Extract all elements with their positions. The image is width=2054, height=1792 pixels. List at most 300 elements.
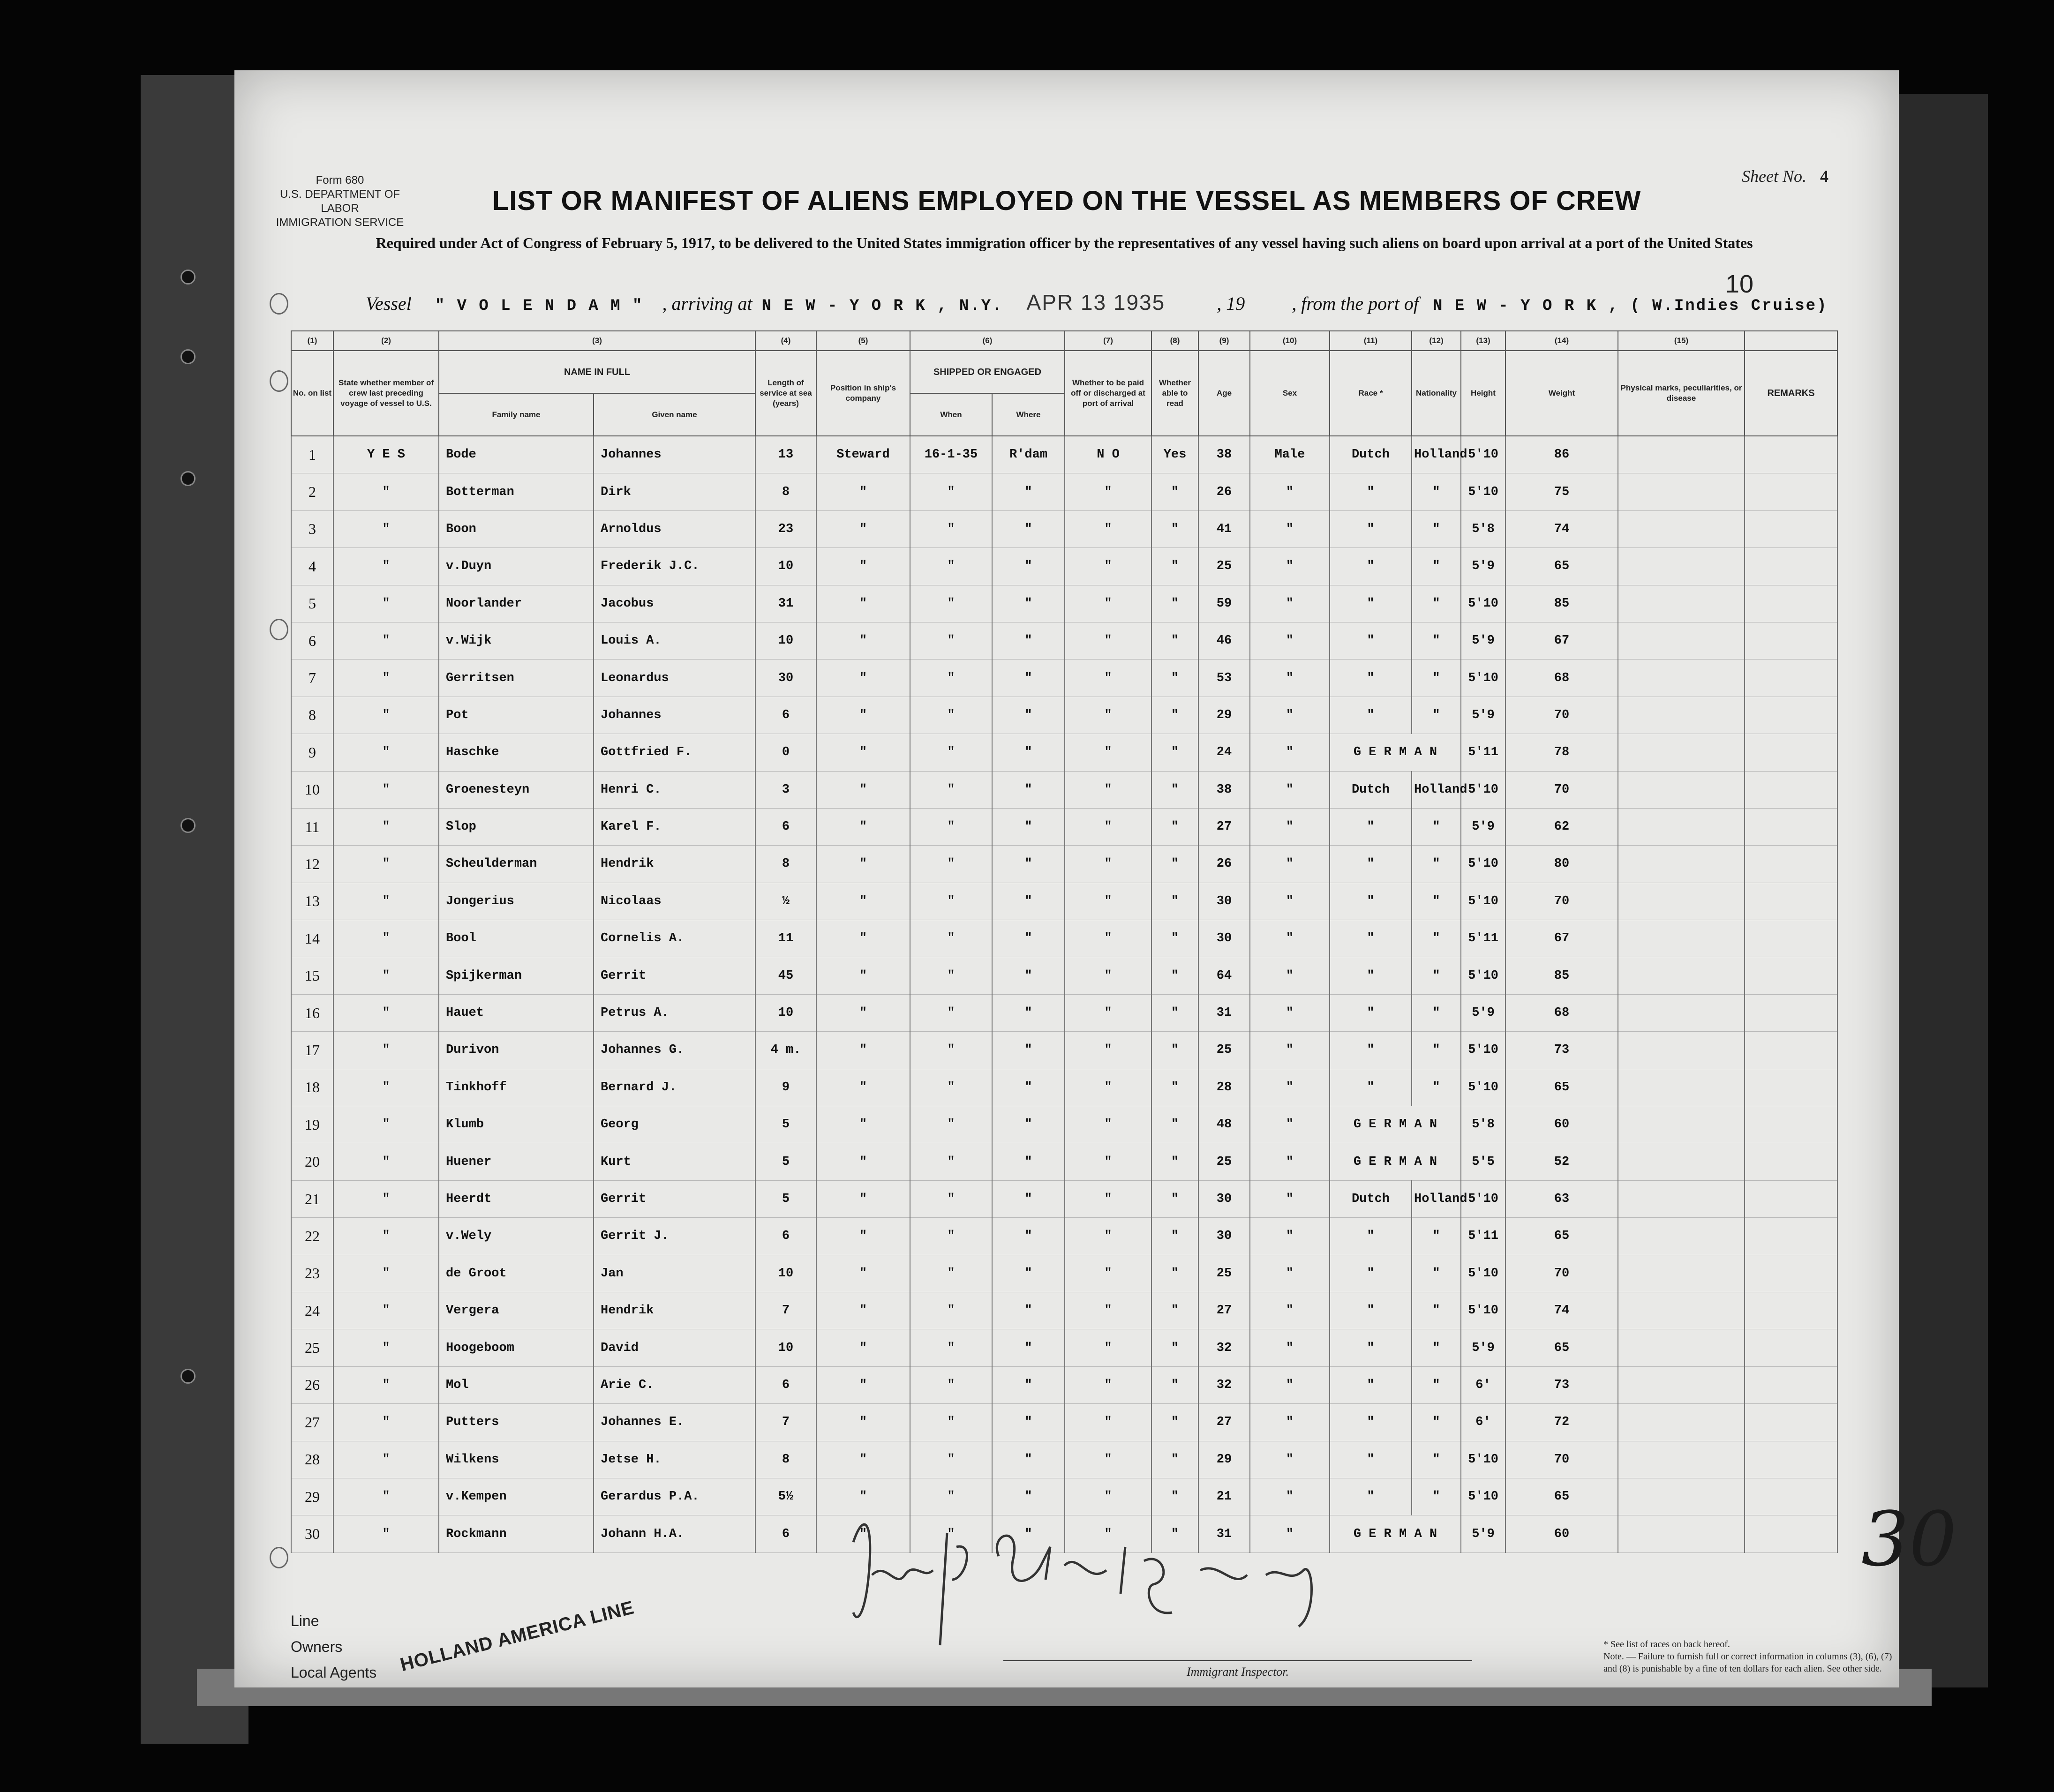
cell-given: Hendrik [594,846,755,883]
cell-weight: 70 [1505,883,1618,920]
cell-family: v.Kempen [439,1478,594,1515]
cell-height: 5'10 [1461,1180,1505,1217]
cell-service: 6 [755,697,816,734]
header-sex: Sex [1250,351,1330,436]
cell-marks [1618,920,1745,957]
cell-where: " [992,660,1065,697]
cell-marks [1618,1106,1745,1143]
cell-read: " [1151,622,1198,659]
cell-marks [1618,660,1745,697]
cell-given: Dirk [594,473,755,510]
cell-weight: 62 [1505,808,1618,845]
cell-when: " [910,1218,992,1255]
cell-age: 25 [1198,548,1250,585]
cell-paid: " [1065,883,1151,920]
header-marks: Physical marks, peculiarities, or disease [1618,351,1745,436]
cell-remarks [1745,846,1837,883]
cell-paid: " [1065,1032,1151,1069]
cell-family: Jongerius [439,883,594,920]
cell-service: 10 [755,994,816,1031]
cell-height: 5'10 [1461,1292,1505,1329]
cell-nationality: " [1412,846,1461,883]
cell-age: 27 [1198,1292,1250,1329]
table-row [291,771,1837,808]
table-row [291,585,1837,622]
col-num-9: (9) [1198,331,1250,351]
cell-age: 46 [1198,622,1250,659]
cell-position: " [816,1292,910,1329]
cell-state: " [333,883,439,920]
cell-read: " [1151,1143,1198,1180]
cell-when: " [910,883,992,920]
cell-state: " [333,1106,439,1143]
cell-sex: " [1250,697,1330,734]
binding-hole [181,349,196,364]
cell-family: Rockmann [439,1515,594,1552]
cell-state: " [333,957,439,994]
cell-given: Arnoldus [594,510,755,547]
cell-nationality: Holland [1412,436,1461,473]
cell-no: 26 [291,1366,333,1403]
cell-weight: 52 [1505,1143,1618,1180]
table-row [291,1106,1837,1143]
cell-no: 8 [291,697,333,734]
cell-state: " [333,622,439,659]
cell-sex: " [1250,771,1330,808]
cell-family: v.Duyn [439,548,594,585]
cell-position: " [816,1218,910,1255]
cell-sex: " [1250,622,1330,659]
cell-no: 13 [291,883,333,920]
cell-weight: 68 [1505,660,1618,697]
owners-stamp: HOLLAND AMERICA LINE [398,1597,637,1676]
col-num-1: (1) [291,331,333,351]
table-row [291,548,1837,585]
cell-height: 5'8 [1461,510,1505,547]
cell-height: 5'9 [1461,1329,1505,1366]
cell-when: " [910,734,992,771]
cell-marks [1618,1069,1745,1106]
header-when: When [910,393,992,436]
cell-service: 6 [755,1218,816,1255]
cell-given: Arie C. [594,1366,755,1403]
cell-age: 48 [1198,1106,1250,1143]
cell-no: 30 [291,1515,333,1552]
cell-height: 5'9 [1461,994,1505,1031]
col-num-10: (10) [1250,331,1330,351]
cell-marks [1618,808,1745,845]
cell-sex: " [1250,1292,1330,1329]
cell-given: Cornelis A. [594,920,755,957]
cell-paid: " [1065,1366,1151,1403]
vessel-name: " V O L E N D A M " [435,297,644,315]
cell-given: Nicolaas [594,883,755,920]
cell-service: 8 [755,1441,816,1478]
cell-remarks [1745,920,1837,957]
cell-family: v.Wijk [439,622,594,659]
punch-ring [270,1547,288,1568]
cell-position: " [816,1069,910,1106]
cell-paid: " [1065,1441,1151,1478]
cell-when: " [910,808,992,845]
cell-where: " [992,1143,1065,1180]
cell-when: " [910,660,992,697]
cell-race: " [1330,1069,1412,1106]
cell-read: " [1151,1441,1198,1478]
cell-when: " [910,473,992,510]
cell-nationality: " [1412,585,1461,622]
cell-race: Dutch [1330,1180,1412,1217]
vessel-line [366,290,1866,315]
cell-weight: 73 [1505,1366,1618,1403]
cell-service: 10 [755,548,816,585]
cell-where: " [992,1292,1065,1329]
cell-state: " [333,660,439,697]
cell-when: " [910,957,992,994]
cell-where: " [992,473,1065,510]
table-body [291,436,1837,1552]
crew-manifest-table [291,330,1838,1553]
cell-state: " [333,808,439,845]
cell-state: " [333,771,439,808]
cell-paid: " [1065,660,1151,697]
cell-where: " [992,1515,1065,1552]
cell-family: Bool [439,920,594,957]
cell-height: 5'10 [1461,436,1505,473]
cell-given: Gerrit [594,957,755,994]
cell-where: " [992,622,1065,659]
cell-height: 5'10 [1461,660,1505,697]
cell-race: " [1330,1255,1412,1292]
date-stamp: APR 13 1935 [1026,290,1166,315]
cell-marks [1618,436,1745,473]
cell-race: " [1330,622,1412,659]
table-row [291,1255,1837,1292]
table-row [291,808,1837,845]
col-num-6: (6) [910,331,1065,351]
cell-remarks [1745,1143,1837,1180]
cell-position: Steward [816,436,910,473]
cell-no: 7 [291,660,333,697]
cell-sex: " [1250,548,1330,585]
cell-marks [1618,622,1745,659]
cell-sex: " [1250,1478,1330,1515]
cell-marks [1618,1255,1745,1292]
cell-weight: 67 [1505,622,1618,659]
cell-service: 6 [755,1515,816,1552]
cell-where: " [992,808,1065,845]
cell-sex: " [1250,1106,1330,1143]
from-label: , from the port of [1292,293,1419,314]
cell-given: Hendrik [594,1292,755,1329]
cell-race: " [1330,1292,1412,1329]
cell-race: Dutch [1330,436,1412,473]
cell-paid: " [1065,1143,1151,1180]
cell-state: " [333,994,439,1031]
binding-hole [181,1369,196,1384]
cell-height: 5'9 [1461,1515,1505,1552]
header-shipped: SHIPPED OR ENGAGED [910,351,1065,393]
cell-state: " [333,734,439,771]
punch-ring [270,293,288,315]
cell-where: " [992,957,1065,994]
cell-when: " [910,846,992,883]
cell-sex: " [1250,1069,1330,1106]
cell-position: " [816,697,910,734]
cell-sex: " [1250,585,1330,622]
cell-state: " [333,1404,439,1441]
cell-sex: " [1250,1180,1330,1217]
cell-where: " [992,510,1065,547]
header-where: Where [992,393,1065,436]
cell-weight: 85 [1505,585,1618,622]
cell-age: 30 [1198,1180,1250,1217]
cell-age: 64 [1198,957,1250,994]
cell-paid: " [1065,1404,1151,1441]
cell-position: " [816,771,910,808]
cell-weight: 74 [1505,1292,1618,1329]
cell-sex: " [1250,1515,1330,1552]
cell-paid: " [1065,510,1151,547]
cell-read: " [1151,1218,1198,1255]
cell-no: 22 [291,1218,333,1255]
cell-weight: 68 [1505,994,1618,1031]
cell-position: " [816,1366,910,1403]
cell-race: " [1330,846,1412,883]
cell-position: " [816,660,910,697]
cell-weight: 65 [1505,1218,1618,1255]
cell-weight: 86 [1505,436,1618,473]
cell-nationality: " [1412,1478,1461,1515]
header-paid-off: Whether to be paid off or discharged at port of arrival [1065,351,1151,436]
cell-height: 5'8 [1461,1106,1505,1143]
cell-position: " [816,994,910,1031]
cell-family: Durivon [439,1032,594,1069]
cell-nationality: Holland [1412,1180,1461,1217]
cell-where: " [992,548,1065,585]
cell-read: Yes [1151,436,1198,473]
cell-weight: 75 [1505,473,1618,510]
cell-marks [1618,771,1745,808]
cell-weight: 60 [1505,1515,1618,1552]
col-num-3: (3) [439,331,755,351]
cell-remarks [1745,1180,1837,1217]
cell-no: 29 [291,1478,333,1515]
cell-nationality: " [1412,548,1461,585]
cell-family: Slop [439,808,594,845]
cell-state: " [333,697,439,734]
cell-when: " [910,920,992,957]
cell-remarks [1745,734,1837,771]
cell-sex: " [1250,808,1330,845]
table-row [291,920,1837,957]
cell-service: 0 [755,734,816,771]
cell-family: Wilkens [439,1441,594,1478]
cell-sex: " [1250,846,1330,883]
table-row [291,957,1837,994]
cell-given: Leonardus [594,660,755,697]
cell-read: " [1151,994,1198,1031]
cell-sex: " [1250,883,1330,920]
back-sheet-left [141,75,248,1744]
cell-family: Scheulderman [439,846,594,883]
cell-nationality: " [1412,622,1461,659]
cell-where: " [992,771,1065,808]
cell-paid: " [1065,473,1151,510]
cell-family: Klumb [439,1106,594,1143]
cell-remarks [1745,473,1837,510]
cell-position: " [816,883,910,920]
cell-where: " [992,585,1065,622]
cell-state: " [333,473,439,510]
cell-given: Kurt [594,1143,755,1180]
arriving-label: , arriving at [662,293,752,314]
cell-weight: 70 [1505,1441,1618,1478]
cell-no: 28 [291,1441,333,1478]
cell-given: David [594,1329,755,1366]
cell-weight: 70 [1505,771,1618,808]
cell-no: 19 [291,1106,333,1143]
cell-given: Johannes [594,436,755,473]
cell-service: 5 [755,1143,816,1180]
cell-marks [1618,1143,1745,1180]
cell-race: " [1330,510,1412,547]
cell-service: 10 [755,1329,816,1366]
cell-weight: 73 [1505,1032,1618,1069]
cell-height: 5'11 [1461,920,1505,957]
cell-given: Johannes [594,697,755,734]
cell-no: 18 [291,1069,333,1106]
cell-service: 30 [755,660,816,697]
cell-remarks [1745,883,1837,920]
cell-age: 31 [1198,1515,1250,1552]
from-port: N E W - Y O R K , ( W.Indies Cruise) [1432,297,1828,315]
header-state: State whether member of crew last preceding voyage of vessel to U.S. [333,351,439,436]
table-row [291,1218,1837,1255]
cell-marks [1618,1441,1745,1478]
cell-race: " [1330,920,1412,957]
cell-read: " [1151,883,1198,920]
cell-family: v.Wely [439,1218,594,1255]
cell-sex: " [1250,1441,1330,1478]
col-num-11: (11) [1330,331,1412,351]
cell-position: " [816,1032,910,1069]
cell-position: " [816,585,910,622]
cell-state: " [333,1478,439,1515]
cell-service: 7 [755,1292,816,1329]
cell-service: 45 [755,957,816,994]
cell-when: " [910,1515,992,1552]
cell-age: 30 [1198,1218,1250,1255]
cell-service: 10 [755,1255,816,1292]
cell-family: Mol [439,1366,594,1403]
binding-hole [181,270,196,285]
cell-race: " [1330,808,1412,845]
cell-no: 17 [291,1032,333,1069]
cell-read: " [1151,1069,1198,1106]
cell-race: " [1330,660,1412,697]
cell-given: Georg [594,1106,755,1143]
cell-position: " [816,1143,910,1180]
cell-when: " [910,1143,992,1180]
cell-where: " [992,1218,1065,1255]
table-row [291,1032,1837,1069]
cell-weight: 67 [1505,920,1618,957]
table-row [291,473,1837,510]
cell-height: 5'10 [1461,1255,1505,1292]
inspector-label: Immigrant Inspector. [1003,1660,1472,1679]
cell-sex: " [1250,994,1330,1031]
cell-height: 5'10 [1461,585,1505,622]
cell-paid: " [1065,994,1151,1031]
cell-height: 5'10 [1461,473,1505,510]
table-row [291,1143,1837,1180]
table-row [291,734,1837,771]
cell-race: " [1330,957,1412,994]
table-row [291,1441,1837,1478]
cell-marks [1618,473,1745,510]
cell-nationality: " [1412,660,1461,697]
col-num-remarks [1745,331,1837,351]
footnote-races: * See list of races on back hereof. [1603,1639,1730,1650]
cell-sex: " [1250,510,1330,547]
cell-race: G E R M A N [1330,1515,1461,1552]
footnote-penalty: Note. — Failure to furnish full or correct information in columns (3), (6), (7) and (8) is punishable by a fine of ten dollars for each alien. See other side. [1603,1651,1892,1674]
col-num-2: (2) [333,331,439,351]
binding-hole [181,818,196,833]
col-num-14: (14) [1505,331,1618,351]
cell-no: 3 [291,510,333,547]
cell-where: " [992,846,1065,883]
cell-race: " [1330,1441,1412,1478]
cell-remarks [1745,660,1837,697]
cell-age: 30 [1198,883,1250,920]
cell-family: Heerdt [439,1180,594,1217]
cell-height: 5'10 [1461,846,1505,883]
cell-sex: " [1250,920,1330,957]
cell-nationality: Holland [1412,771,1461,808]
cell-where: " [992,1069,1065,1106]
cell-given: Johannes E. [594,1404,755,1441]
cell-height: 6' [1461,1366,1505,1403]
cell-paid: " [1065,957,1151,994]
cell-marks [1618,957,1745,994]
cell-read: " [1151,1292,1198,1329]
cell-read: " [1151,808,1198,845]
cell-service: 3 [755,771,816,808]
cell-height: 5'9 [1461,548,1505,585]
column-number-row [291,331,1837,351]
cell-sex: " [1250,660,1330,697]
table-row [291,622,1837,659]
cell-state: " [333,1366,439,1403]
cell-remarks [1745,1069,1837,1106]
cell-race: G E R M A N [1330,1143,1461,1180]
cell-paid: " [1065,1515,1151,1552]
sheet-label: Sheet No. [1742,167,1806,186]
cell-read: " [1151,1032,1198,1069]
cell-age: 32 [1198,1329,1250,1366]
cell-remarks [1745,994,1837,1031]
cell-service: 31 [755,585,816,622]
cell-age: 38 [1198,436,1250,473]
header-age: Age [1198,351,1250,436]
cell-when: " [910,585,992,622]
cell-remarks [1745,1515,1837,1552]
cell-state: Y E S [333,436,439,473]
cell-race: " [1330,994,1412,1031]
cell-position: " [816,1515,910,1552]
